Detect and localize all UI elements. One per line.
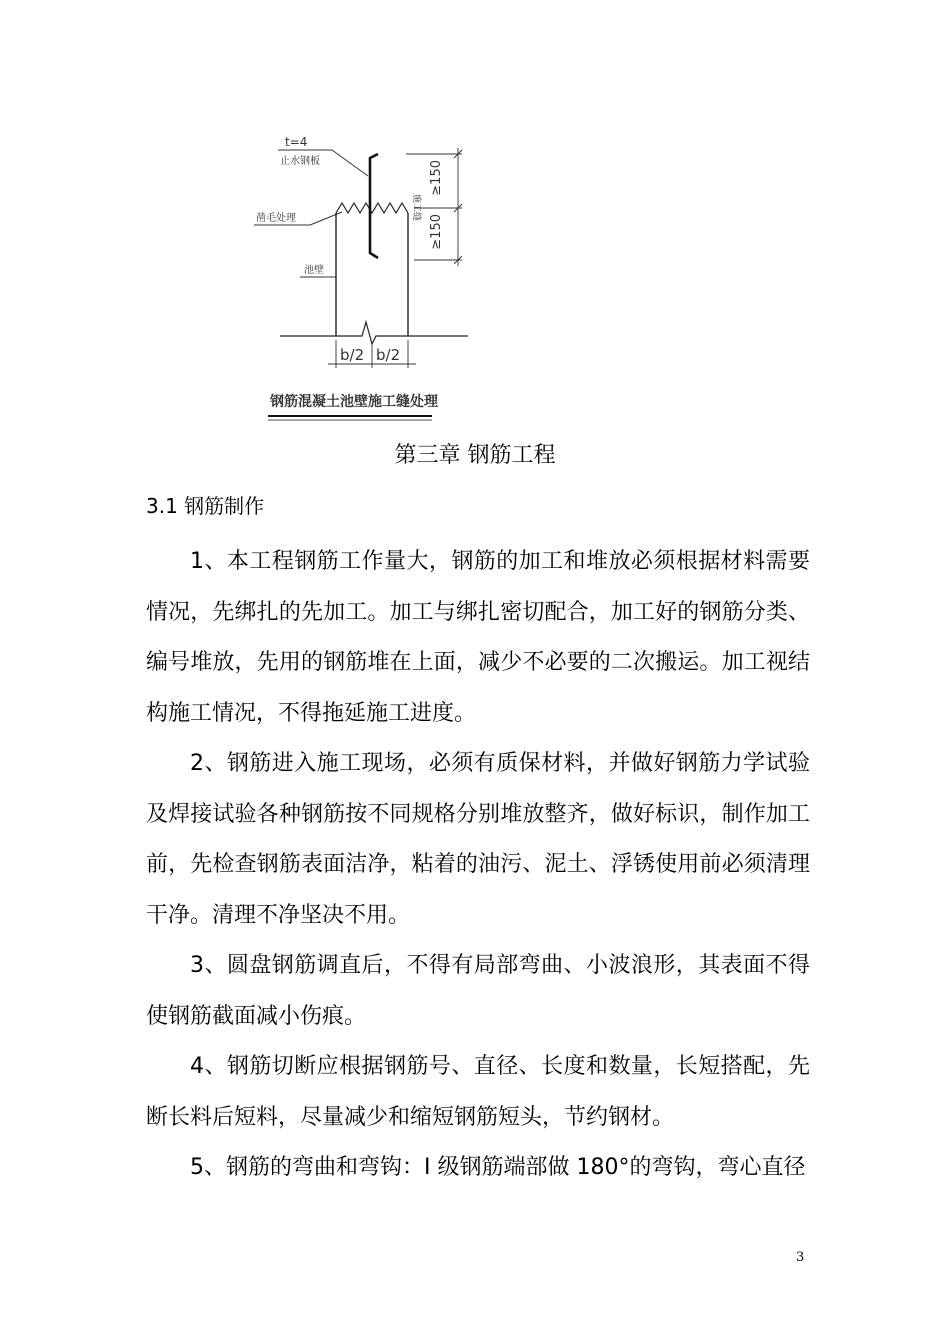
label-water-stop-plate: 止水钢板 — [280, 156, 320, 167]
paragraph: 4、钢筋切断应根据钢筋号、直径、长度和数量，长短搭配，先断长料后短料，尽量减少和缩短钢筋短头，节约钢材。 — [146, 1054, 810, 1130]
roughened-surface — [336, 203, 408, 213]
label-pool-wall: 池壁 — [304, 265, 324, 276]
paragraph: 3、圆盘钢筋调直后，不得有局部弯曲、小波浪形，其表面不得使钢筋截面减小伤痕。 — [146, 953, 810, 1029]
figure-caption: 钢筋混凝土池壁施工缝处理 — [270, 394, 438, 410]
leader-line-rough — [310, 212, 342, 225]
leader-line-plate — [332, 150, 368, 176]
page-number: 3 — [796, 1250, 805, 1265]
paragraph: 1、本工程钢筋工作量大，钢筋的加工和堆放必须根据材料需要情况，先绑扎的先加工。加工与绑扎密切配合，加工好的钢筋分类、编号堆放，先用的钢筋堆在上面，减少不必要的二次搬运。加工视结构施工情况，不得拖延施工进度。 — [146, 549, 810, 726]
paragraph: 2、钢筋进入施工现场，必须有质保材料，并做好钢筋力学试验及焊接试验各种钢筋按不同规格分别堆放整齐，做好标识，制作加工前，先检查钢筋表面洁净，粘着的油污、泥土、浮锈使用前必须清理干净。清理不净坚决不用。 — [146, 751, 810, 928]
label-joint-vertical: 施工缝 — [411, 194, 421, 222]
section-title: 3.1 钢筋制作 — [146, 494, 265, 518]
dim-b-left-label: b/2 — [340, 346, 365, 364]
chapter-title: 第三章 钢筋工程 — [394, 443, 556, 468]
construction-joint-diagram — [250, 128, 490, 428]
dim-upper-label: ≥150 — [429, 160, 444, 196]
label-roughening: 凿毛处理 — [256, 213, 296, 224]
base-line — [280, 322, 468, 344]
paragraph: 5、钢筋的弯曲和弯钩：I 级钢筋端部做 180°的弯钩，弯心直径 — [190, 1155, 806, 1180]
joint-diagram-svg — [250, 128, 490, 428]
dim-lower-label: ≥150 — [429, 214, 444, 250]
body-text — [146, 537, 810, 1194]
dim-b-right-label: b/2 — [376, 346, 401, 364]
label-thickness: t=4 — [285, 135, 308, 149]
